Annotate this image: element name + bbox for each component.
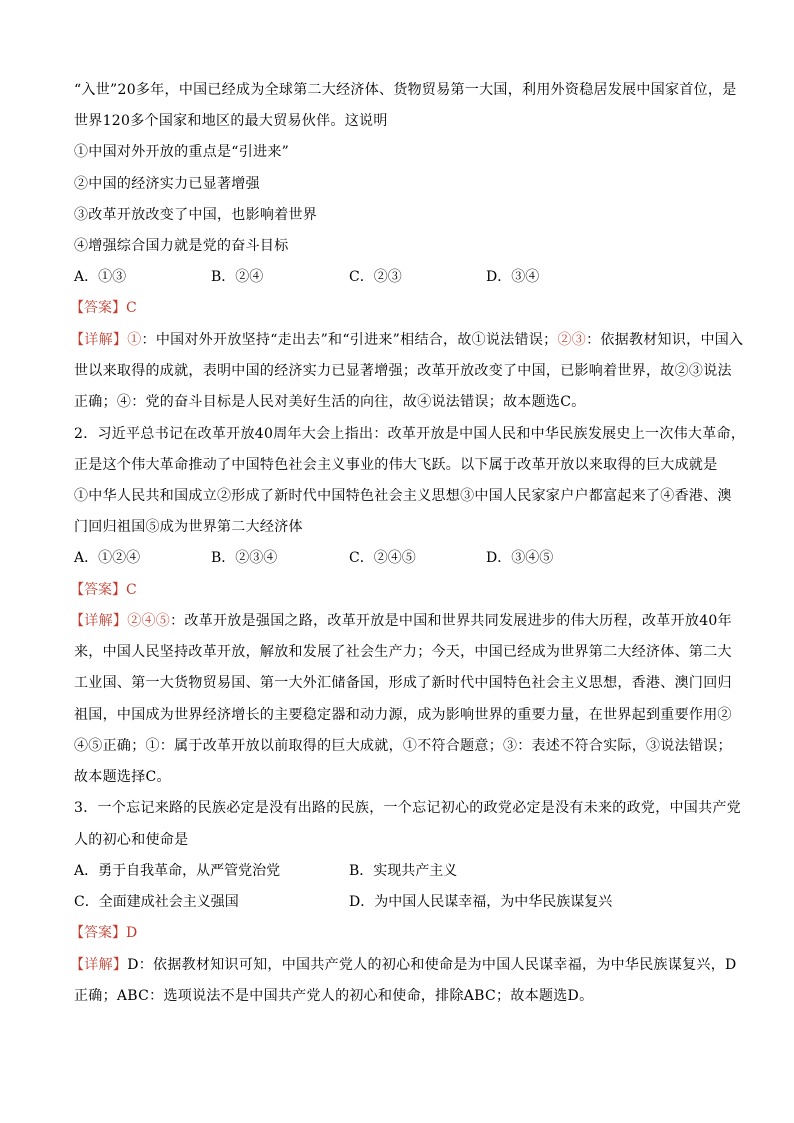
q1-detail-line-2: 世以来取得的成就，表明中国的经济实力已显著增强；改革开放改变了中国，已影响着世界，故②③说法 <box>74 363 732 379</box>
q3-stem-line-1: 3．一个忘记来路的民族必定是没有出路的民族，一个忘记初心的政党必定是没有未来的政党，中国共产党 <box>74 800 742 816</box>
q2-detail-line-3: 工业国、第一大货物贸易国、第一大外汇储备国，形成了新时代中国特色社会主义思想，香港、澳门回归 <box>74 675 732 691</box>
q2-stem-line-2: 正是这个伟大革命推动了中国特色社会主义事业的伟大飞跃。以下属于改革开放以来取得的巨大成就是 <box>74 457 718 473</box>
q3-option-d: D．为中国人民谋幸福，为中华民族谋复兴 <box>349 894 613 910</box>
q2-stem-line-4: 门回归祖国⑤成为世界第二大经济体 <box>74 519 303 535</box>
q2-detail-line-4: 祖国，中国成为世界经济增长的主要稳定器和动力源，成为影响世界的重要力量，在世界起到重要作用② <box>74 707 732 723</box>
q3-option-a: A．勇于自我革命，从严管党治党 <box>74 863 281 879</box>
q2-detail-line-5: ④⑤正确；①：属于改革开放以前取得的巨大成就，①不符合题意；③：表述不符合实际，③说法错误； <box>74 738 732 754</box>
q1-stem-line-2: 世界120多个国家和地区的最大贸易伙伴。这说明 <box>74 113 388 129</box>
q2-answer-value: C <box>126 582 137 598</box>
q3-answer-value: D <box>126 925 138 941</box>
q1-item-3: ③改革开放改变了中国，也影响着世界 <box>74 207 318 223</box>
q1-detail-red-2: ②③ <box>557 332 587 348</box>
q2-option-a: A．①②④ <box>74 550 141 566</box>
q1-stem-line-1: “入世”20多年，中国已经成为全球第二大经济体、货物贸易第一大国，利用外资稳居发展中国家首位，是 <box>74 82 737 98</box>
q2-option-b: B．②③④ <box>211 550 278 566</box>
q2-detail-line-6: 故本题选择C。 <box>74 769 171 785</box>
q3-detail-line-2: 正确；ABC：选项说法不是中国共产党人的初心和使命，排除ABC；故本题选D。 <box>74 988 594 1004</box>
q1-detail-label: 【详解】 <box>70 332 128 348</box>
q3-stem-line-2: 人的初心和使命是 <box>74 832 189 848</box>
q2-detail-line-1 <box>70 611 732 631</box>
q2-detail-text-1: ：改革开放是强国之路，改革开放是中国和世界共同发展进步的伟大历程，改革开放40年 <box>170 613 732 629</box>
q2-detail-label: 【详解】 <box>70 613 128 629</box>
q2-option-c: C．②④⑤ <box>349 550 416 566</box>
q1-item-4: ④增强综合国力就是党的奋斗目标 <box>74 238 289 254</box>
q1-option-d: D．③④ <box>486 269 540 285</box>
q1-option-c: C．②③ <box>349 269 402 285</box>
q1-answer-value: C <box>126 300 137 316</box>
q2-detail-line-2: 来，中国人民坚持改革开放，解放和发展了社会生产力；今天，中国已经成为世界第二大经济体、第二大 <box>74 644 732 660</box>
q3-detail-text-1: D：依据教材知识可知，中国共产党人的初心和使命是为中国人民谋幸福，为中华民族谋复兴，D <box>127 957 737 973</box>
q2-stem-line-1: 2．习近平总书记在改革开放40周年大会上指出：改革开放是中国人民和中华民族发展史上一次伟大革命， <box>74 426 746 442</box>
q1-option-a: A．①③ <box>74 269 127 285</box>
q1-detail-text-1b: ：依据教材知识，中国入 <box>586 332 744 348</box>
q1-detail-line-3: 正确；④：党的奋斗目标是人民对美好生活的向往，故④说法错误；故本题选C。 <box>74 394 586 410</box>
q1-option-b: B．②④ <box>211 269 264 285</box>
q2-answer-label: 【答案】 <box>70 582 126 598</box>
q2-stem-line-3: ①中华人民共和国成立②形成了新时代中国特色社会主义思想③中国人民家家户户都富起来了④香港、澳 <box>74 488 732 504</box>
q3-detail-label: 【详解】 <box>70 957 128 973</box>
q1-answer-label: 【答案】 <box>70 300 126 316</box>
q3-detail-line-1 <box>70 955 737 975</box>
q1-item-2: ②中国的经济实力已显著增强 <box>74 176 260 192</box>
q1-item-1: ①中国对外开放的重点是“引进来” <box>74 144 290 160</box>
q1-detail-text-1: ：中国对外开放坚持“走出去”和“引进来”相结合，故①说法错误； <box>141 332 558 348</box>
q2-answer <box>70 580 137 600</box>
q1-detail-red-1: ① <box>127 332 142 348</box>
q3-answer-label: 【答案】 <box>70 925 126 941</box>
q2-option-d: D．③④⑤ <box>486 550 554 566</box>
q2-detail-red: ②④⑤ <box>127 613 171 629</box>
q1-detail-line-1 <box>70 330 743 350</box>
q3-option-b: B．实现共产主义 <box>349 863 458 879</box>
q3-option-c: C．全面建成社会主义强国 <box>74 894 239 910</box>
q3-answer <box>70 923 137 943</box>
q1-answer <box>70 298 137 318</box>
